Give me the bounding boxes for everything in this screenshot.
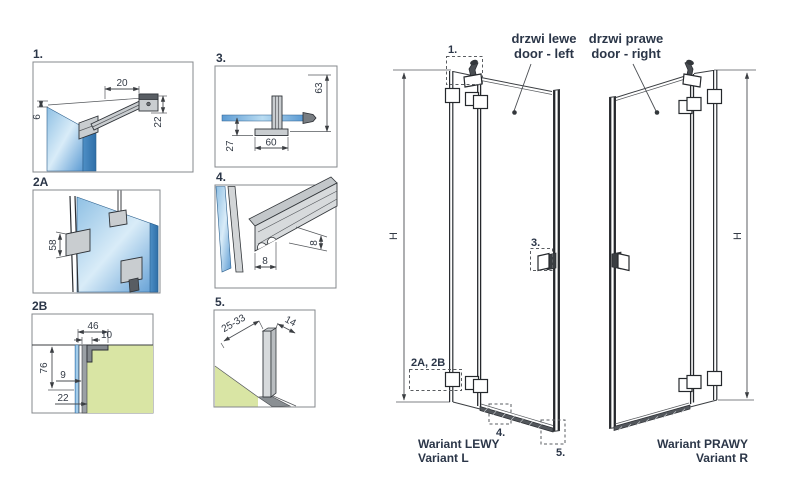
height-dimension bbox=[388, 70, 451, 402]
top-bracket bbox=[683, 74, 701, 87]
detail-panel-5 bbox=[214, 295, 315, 407]
callout-1-label: 1. bbox=[448, 44, 458, 56]
leader-dot bbox=[512, 110, 517, 115]
door-left-name-en: door - left bbox=[514, 46, 574, 61]
door-left-name-pl: drzwi lewe bbox=[511, 31, 577, 46]
glass-panel bbox=[47, 107, 83, 171]
door-hardware bbox=[446, 59, 557, 393]
detail-panel-3 bbox=[215, 51, 337, 167]
dim-20: 20 bbox=[116, 78, 128, 89]
dim-27: 27 bbox=[225, 140, 236, 152]
detail-panel-1 bbox=[32, 47, 193, 172]
wall-profile-side bbox=[271, 328, 276, 397]
dim-63: 63 bbox=[314, 82, 325, 94]
glass-panel bbox=[216, 187, 231, 273]
detail-2b-drawing bbox=[32, 345, 153, 413]
callout-4-label: 4. bbox=[496, 427, 506, 439]
wall-hinge-top bbox=[708, 90, 722, 104]
hinge-plate bbox=[66, 229, 90, 256]
detail-2b-label: 2B bbox=[32, 299, 48, 313]
dim-22: 22 bbox=[153, 116, 164, 128]
door-handle bbox=[618, 254, 629, 271]
bottom-threshold bbox=[480, 407, 553, 433]
door-diagram-left bbox=[388, 31, 577, 465]
detail-3-label: 3. bbox=[216, 51, 227, 65]
handle-post bbox=[272, 96, 282, 131]
detail-panel-2a bbox=[33, 175, 160, 293]
detail-4-label: 4. bbox=[216, 170, 227, 184]
dim-10: 10 bbox=[101, 330, 113, 341]
detail-4-drawing bbox=[216, 177, 337, 272]
height-dimension bbox=[714, 70, 756, 400]
dim-46: 46 bbox=[87, 321, 99, 332]
detail-2a-dimensions bbox=[48, 232, 66, 258]
detail-2a-label: 2A bbox=[33, 175, 49, 189]
door-right-name-en: door - right bbox=[591, 46, 661, 61]
dim-9: 9 bbox=[60, 370, 66, 381]
detail-3-drawing bbox=[222, 96, 316, 136]
door-hinge-top bbox=[687, 98, 701, 111]
dim-22b: 22 bbox=[57, 393, 69, 404]
variant-right-pl: Wariant PRAWY bbox=[657, 437, 748, 451]
wall-profile-front bbox=[263, 331, 271, 397]
dim-14: 14 bbox=[282, 314, 298, 330]
wall-hinge-top bbox=[446, 89, 460, 103]
door-right-name-pl: drzwi prawe bbox=[588, 31, 664, 46]
glass-clamp bbox=[109, 210, 127, 227]
detail-1-label: 1. bbox=[33, 47, 44, 61]
hinge-knuckle bbox=[129, 278, 139, 292]
bottom-threshold bbox=[614, 405, 690, 431]
detail-5-label: 5. bbox=[215, 295, 226, 309]
door-annotations bbox=[418, 31, 577, 465]
wall-area bbox=[87, 345, 153, 413]
door-handle bbox=[538, 254, 549, 271]
door-hinge-top bbox=[474, 96, 488, 109]
door-hinge-bottom bbox=[474, 380, 488, 393]
wall-area bbox=[215, 366, 258, 407]
detail-5-drawing bbox=[215, 328, 296, 407]
callout-3-label: 3. bbox=[531, 237, 541, 249]
dim-60: 60 bbox=[265, 137, 277, 149]
dim-8-width: 8 bbox=[262, 256, 268, 267]
dim-6: 6 bbox=[32, 114, 43, 120]
detail-panel-4 bbox=[215, 170, 337, 288]
callout-5-label: 5. bbox=[556, 447, 566, 459]
handle-base bbox=[255, 129, 288, 136]
top-bracket bbox=[464, 74, 482, 87]
callout-2ab-label: 2A, 2B bbox=[411, 357, 446, 369]
dim-25-33: 25-33 bbox=[219, 312, 248, 335]
dim-76: 76 bbox=[39, 362, 50, 374]
wall-hinge-bottom bbox=[446, 373, 460, 387]
dim-8-height: 8 bbox=[309, 240, 320, 246]
leader-dot bbox=[655, 110, 660, 115]
handle-knob bbox=[303, 113, 316, 124]
detail-panel-2b bbox=[32, 299, 153, 413]
glass-section bbox=[222, 115, 303, 121]
door-hardware bbox=[612, 59, 722, 392]
height-label: H bbox=[732, 232, 744, 240]
detail-1-drawing bbox=[47, 94, 158, 171]
variant-left-pl: Wariant LEWY bbox=[418, 437, 500, 451]
door-diagram-right bbox=[589, 31, 756, 465]
dim-58: 58 bbox=[48, 239, 59, 251]
height-label: H bbox=[388, 232, 400, 240]
profile-section bbox=[82, 345, 87, 413]
wall-hinge-bottom bbox=[708, 372, 722, 386]
variant-right-en: Variant R bbox=[695, 451, 748, 465]
glass-section bbox=[75, 345, 79, 413]
detail-5-dimensions bbox=[220, 312, 298, 348]
door-hinge-bottom bbox=[687, 376, 701, 389]
detail-2a-drawing bbox=[66, 191, 158, 293]
variant-left-en: Variant L bbox=[418, 451, 469, 465]
